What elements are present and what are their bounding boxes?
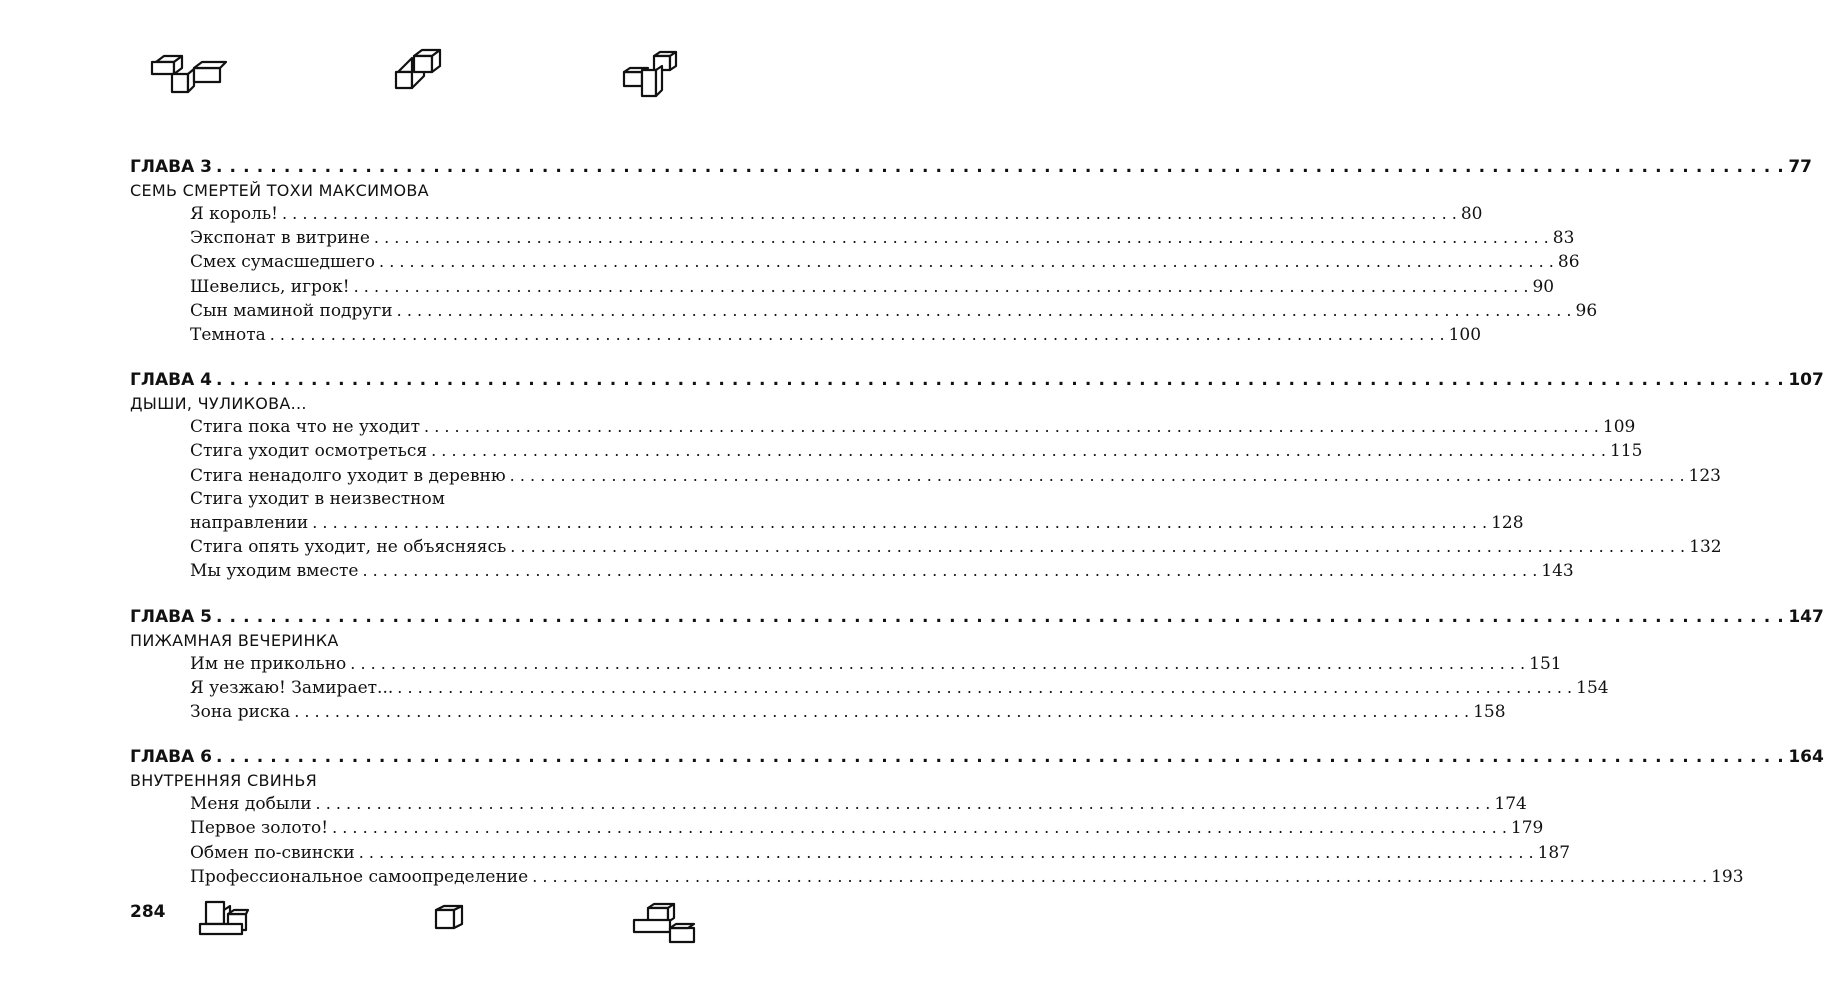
dot-leader <box>270 323 1445 346</box>
entry-title: Им не прикольно <box>190 653 347 674</box>
dot-leader <box>312 511 1487 534</box>
chapter-heading[interactable] <box>130 156 1813 179</box>
entry-page: 100 <box>1448 325 1482 346</box>
entry-title: Экспонат в витрине <box>190 228 370 249</box>
toc-entry[interactable] <box>190 250 1580 274</box>
toc-entry[interactable] <box>190 841 1571 865</box>
toc-entry[interactable] <box>190 464 1721 488</box>
chapter-heading[interactable] <box>130 369 1824 392</box>
entry-title: Я король! <box>190 204 278 224</box>
dot-leader <box>397 299 1572 322</box>
entry-title: Темнота <box>190 325 266 346</box>
blocks-icon-bottom-right <box>632 902 698 946</box>
entry-page: 128 <box>1491 513 1524 534</box>
entry-title: Первое золото! <box>190 818 329 839</box>
entry-title: Стига уходит в неизвестном <box>190 488 445 509</box>
entry-title: Обмен по-свински <box>190 842 355 863</box>
dot-leader <box>397 676 1572 699</box>
chapter-page: 107 <box>1788 370 1824 391</box>
dot-leader <box>316 792 1491 815</box>
dot-leader <box>379 250 1554 273</box>
toc-entry[interactable] <box>190 415 1636 439</box>
toc-entry[interactable] <box>190 559 1574 583</box>
toc-entry[interactable] <box>190 439 1643 463</box>
entry-page: 187 <box>1537 842 1571 863</box>
entry-page: 115 <box>1609 441 1643 462</box>
chapter-4 <box>130 369 1824 583</box>
dot-leader <box>510 464 1685 487</box>
entry-title: Стига ненадолго уходит в деревню <box>190 465 506 486</box>
chapter-label: ГЛАВА 4 <box>130 370 212 391</box>
toc-entry[interactable] <box>190 676 1609 700</box>
entry-page: 109 <box>1602 417 1636 438</box>
blocks-icon-bottom-center <box>434 904 466 932</box>
dot-leader <box>350 652 1525 675</box>
page-number: 284 <box>130 902 166 922</box>
entry-title: Стига пока что не уходит <box>190 417 421 438</box>
blocks-icon-top-center <box>394 48 444 90</box>
dot-leader <box>216 746 1784 769</box>
entry-page: 90 <box>1532 276 1555 297</box>
entry-title: Зона риска <box>190 702 291 723</box>
blocks-icon-top-right <box>620 50 680 100</box>
chapter-title: СЕМЬ СМЕРТЕЙ ТОХИ МАКСИМОВА <box>130 181 429 200</box>
entry-page: 154 <box>1576 677 1609 698</box>
dot-leader <box>282 202 1457 225</box>
chapter-page: 147 <box>1788 606 1824 627</box>
entry-page: 193 <box>1711 866 1744 887</box>
blocks-icon-bottom-left <box>198 900 250 936</box>
entry-page: 158 <box>1473 702 1506 723</box>
entry-title: Мы уходим вместе <box>190 561 359 582</box>
entry-page: 123 <box>1688 465 1721 486</box>
dot-leader <box>216 606 1784 629</box>
toc-entry[interactable] <box>190 275 1555 299</box>
toc-entry[interactable] <box>190 700 1506 724</box>
dot-leader <box>354 275 1529 298</box>
entry-page: 83 <box>1552 228 1575 249</box>
entry-title-line2: направлении <box>190 513 309 534</box>
entry-page: 86 <box>1557 252 1580 273</box>
chapter-page: 77 <box>1788 157 1813 177</box>
blocks-icon-top-left <box>150 54 226 96</box>
chapter-label: ГЛАВА 5 <box>130 606 212 627</box>
entry-page: 80 <box>1460 204 1483 224</box>
chapter-title: ПИЖАМНАЯ ВЕЧЕРИНКА <box>130 630 339 650</box>
chapter-page: 164 <box>1788 747 1824 768</box>
dot-leader <box>294 700 1469 723</box>
toc-entry[interactable] <box>190 202 1483 226</box>
toc-entry[interactable] <box>190 488 1524 535</box>
dot-leader <box>216 156 1784 179</box>
dot-leader <box>532 865 1707 888</box>
entry-title: Сын маминой подруги <box>190 300 393 321</box>
chapter-6 <box>130 746 1824 889</box>
dot-leader <box>431 439 1606 462</box>
dot-leader <box>374 226 1549 249</box>
toc-entry[interactable] <box>190 652 1562 676</box>
entry-page: 179 <box>1510 818 1544 839</box>
entry-page: 96 <box>1575 300 1598 321</box>
chapter-title: ДЫШИ, ЧУЛИКОВА... <box>130 394 307 414</box>
dot-leader <box>362 559 1537 582</box>
toc-entry[interactable] <box>190 816 1544 840</box>
entry-page: 132 <box>1689 537 1722 558</box>
entry-title: Стига опять уходит, не объясняясь <box>190 537 507 558</box>
dot-leader <box>359 841 1534 864</box>
chapter-label: ГЛАВА 6 <box>130 747 212 768</box>
entry-title: Профессиональное самоопределение <box>190 866 529 887</box>
chapter-heading[interactable] <box>130 746 1824 769</box>
chapter-3 <box>130 156 1813 347</box>
dot-leader <box>216 369 1784 392</box>
entry-page: 174 <box>1494 794 1527 815</box>
toc-entry[interactable] <box>190 865 1744 889</box>
entry-title: Шевелись, игрок! <box>190 276 350 297</box>
table-of-contents <box>130 156 1824 911</box>
dot-leader <box>510 535 1685 558</box>
entry-title: Смех сумасшедшего <box>190 252 376 273</box>
chapter-5 <box>130 606 1824 725</box>
entry-title: Стига уходит осмотреться <box>190 441 428 462</box>
toc-entry[interactable] <box>190 299 1598 323</box>
entry-page: 151 <box>1529 653 1562 674</box>
toc-entry[interactable] <box>190 535 1722 559</box>
toc-entry[interactable] <box>190 792 1527 816</box>
dot-leader <box>424 415 1599 438</box>
entry-title: Я уезжаю! Замирает... <box>190 677 394 698</box>
dot-leader <box>332 816 1507 839</box>
entry-title: Меня добыли <box>190 794 312 815</box>
toc-entry[interactable] <box>190 323 1482 347</box>
toc-entry[interactable] <box>190 226 1575 250</box>
chapter-title: ВНУТРЕННЯЯ СВИНЬЯ <box>130 771 318 791</box>
chapter-label: ГЛАВА 3 <box>130 157 212 177</box>
entry-page: 143 <box>1541 561 1574 582</box>
chapter-heading[interactable] <box>130 606 1824 629</box>
